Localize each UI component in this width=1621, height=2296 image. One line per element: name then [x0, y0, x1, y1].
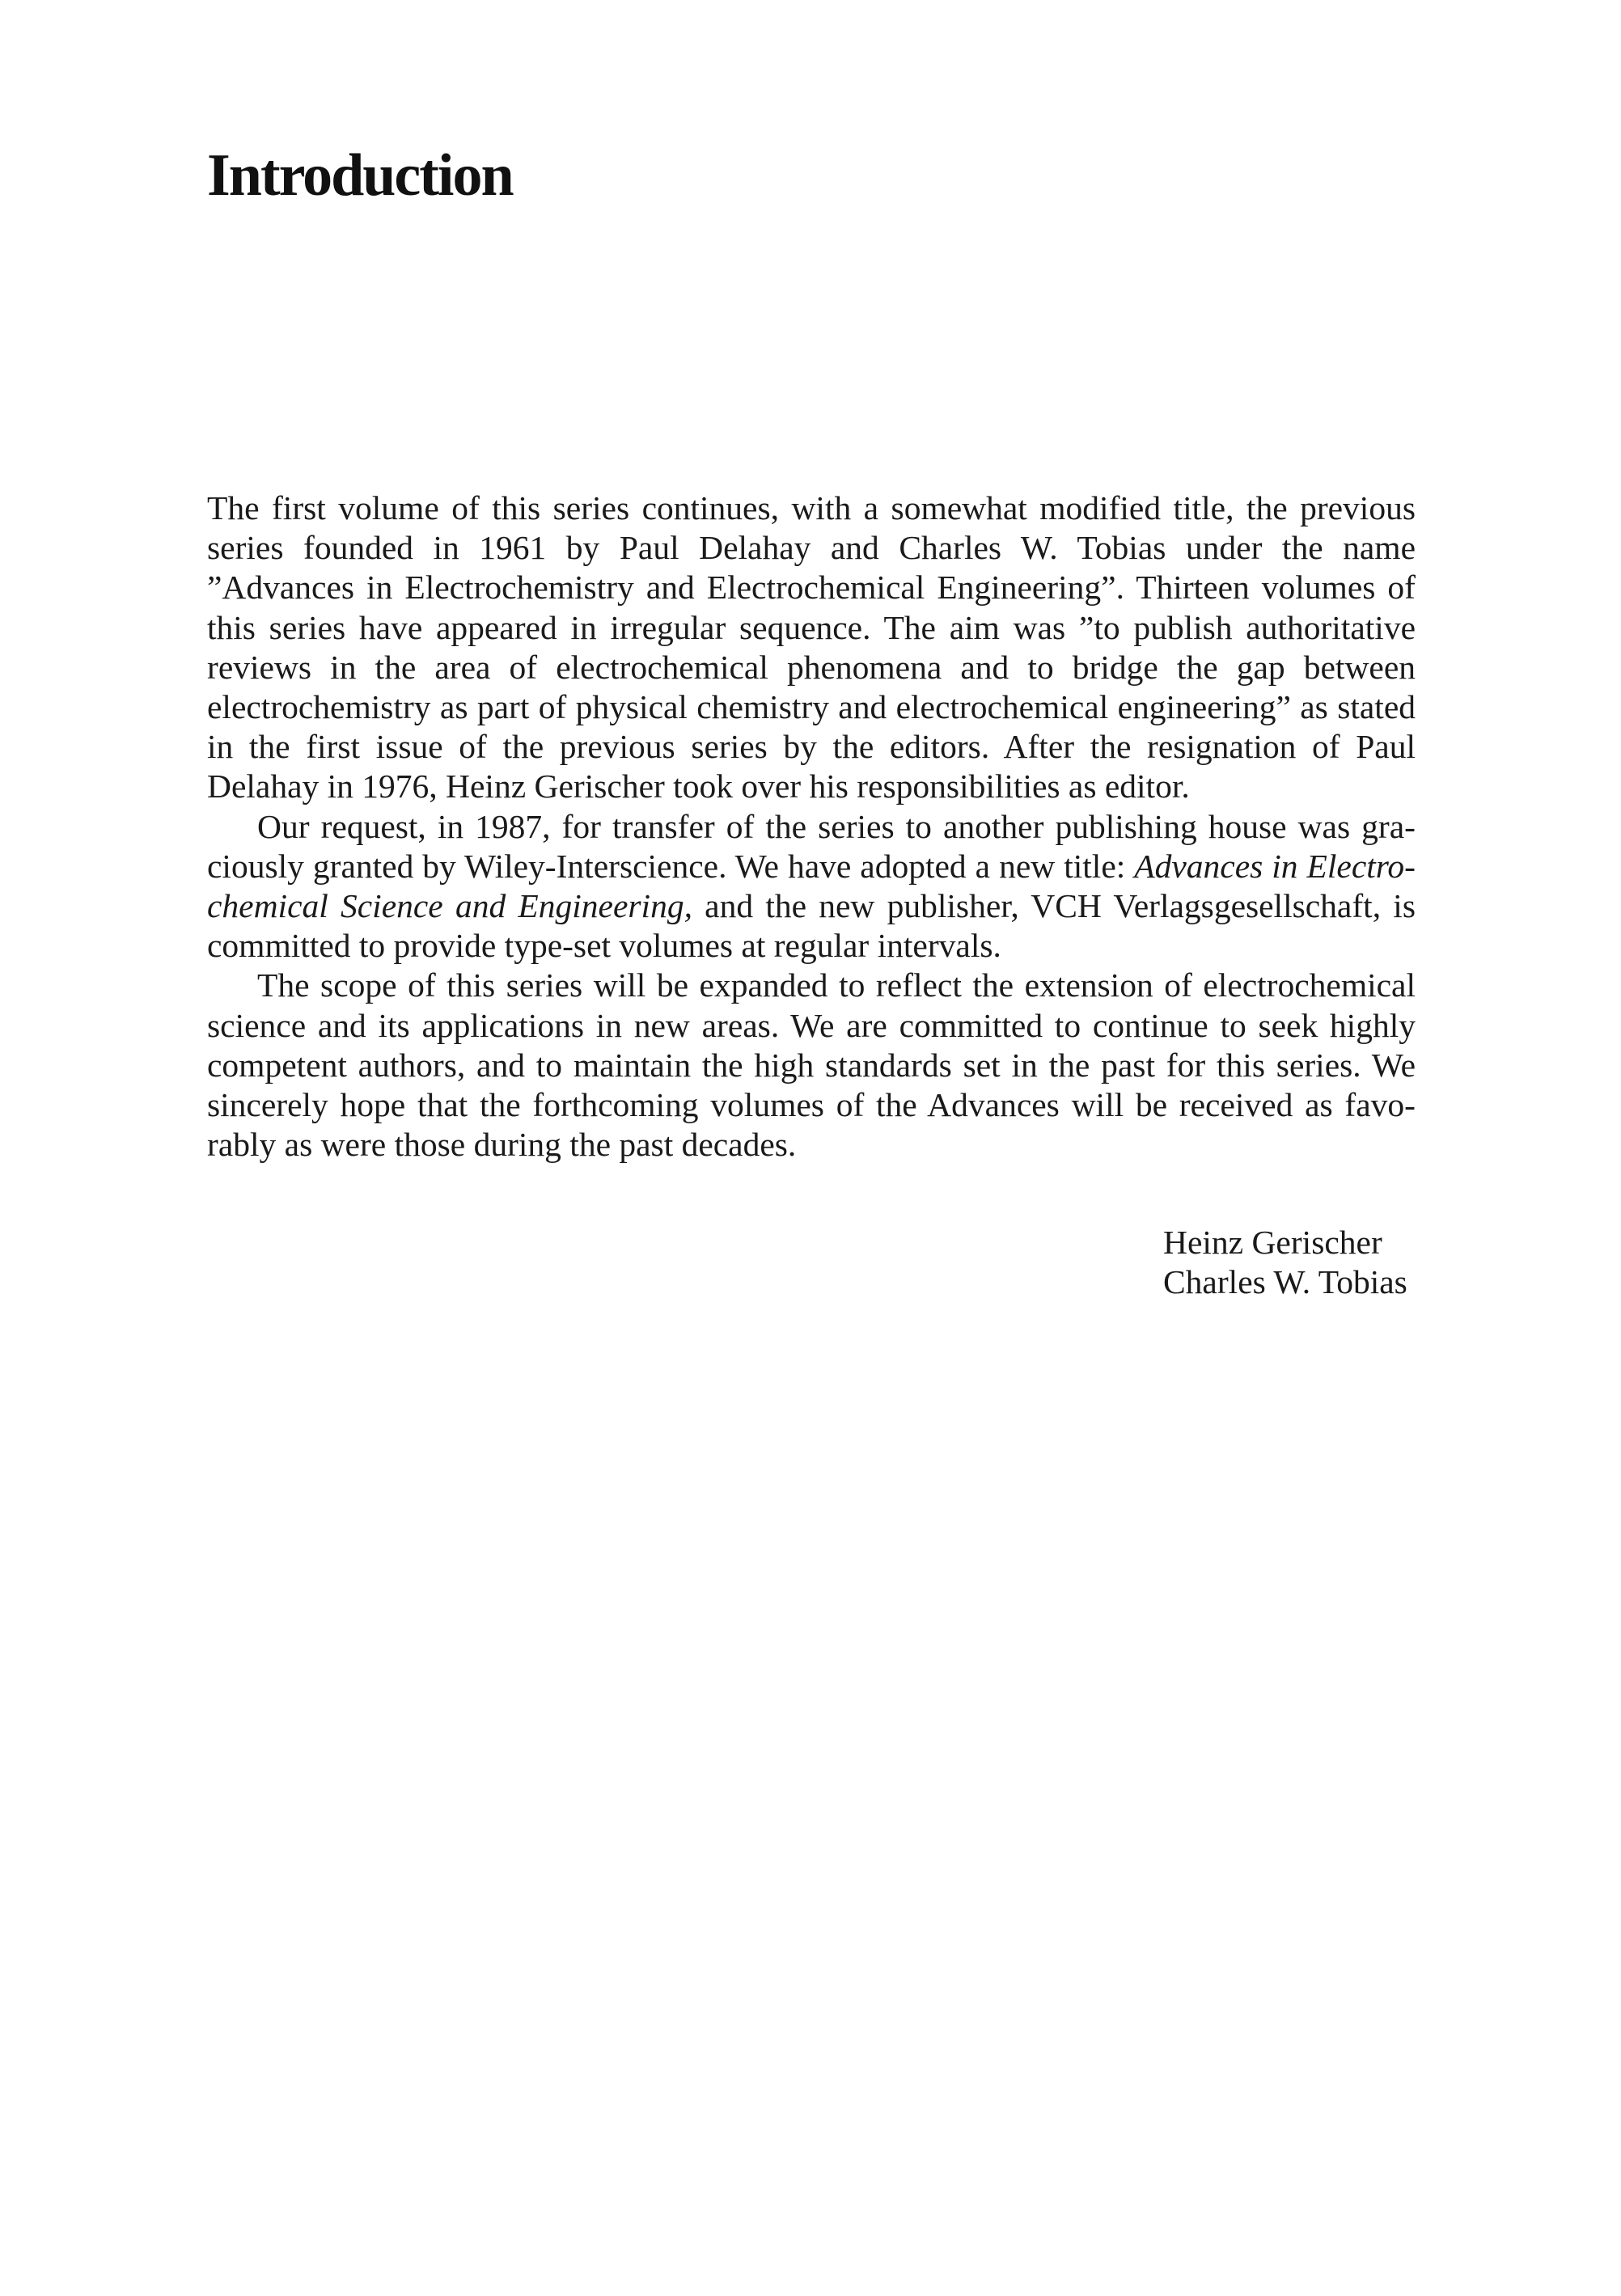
paragraph-series-scope: The scope of this series will be expanded to reflect the extension of electrochemical science and its applications in new areas. We are committed to continue to seek highly competent authors, and to maintain the high standards set in the past for this series. We sincerely hope that the forthcoming volumes of the Advances will be received as favorably as were those during the past decades. [207, 966, 1416, 1164]
introduction-body [207, 488, 1416, 1165]
page-title: Introduction [207, 142, 513, 209]
paragraph-series-history: The first volume of this series continues, with a somewhat modified title, the previous series founded in 1961 by Paul Delahay and Charles W. Tobias under the name ”Advances in Electrochemistry and Electrochemical Engineering”. Thirteen volumes of this series have appeared in irregular sequence. The aim was ”to publish authoritative reviews in the area of electrochemical phenomena and to bridge the gap between electrochemistry as part of physical chemistry and electrochemical engineering” as stated in the first issue of the previous series by the editors. After the resignation of Paul Delahay in 1976, Heinz Gerischer took over his responsibilities as editor. [207, 489, 1416, 806]
signature-name: Charles W. Tobias [1163, 1263, 1407, 1300]
signature-name: Heinz Gerischer [1163, 1224, 1382, 1261]
paragraph-publisher-transfer [207, 807, 1416, 966]
paragraph-publisher-transfer-start: Our request, in 1987, for transfer of the series to another publishing house was graciously granted by Wiley-Interscience. We have adopted a new title: [207, 807, 1416, 885]
editors-signature [1163, 1223, 1407, 1302]
paragraph-publisher-transfer-end: and the new publisher, VCH Verlagsgesellschaft, is committed to provide type-set volumes at regular intervals. [207, 887, 1416, 965]
new-series-title: Advances in Electrochemical Science and Engineering, [207, 847, 1416, 925]
